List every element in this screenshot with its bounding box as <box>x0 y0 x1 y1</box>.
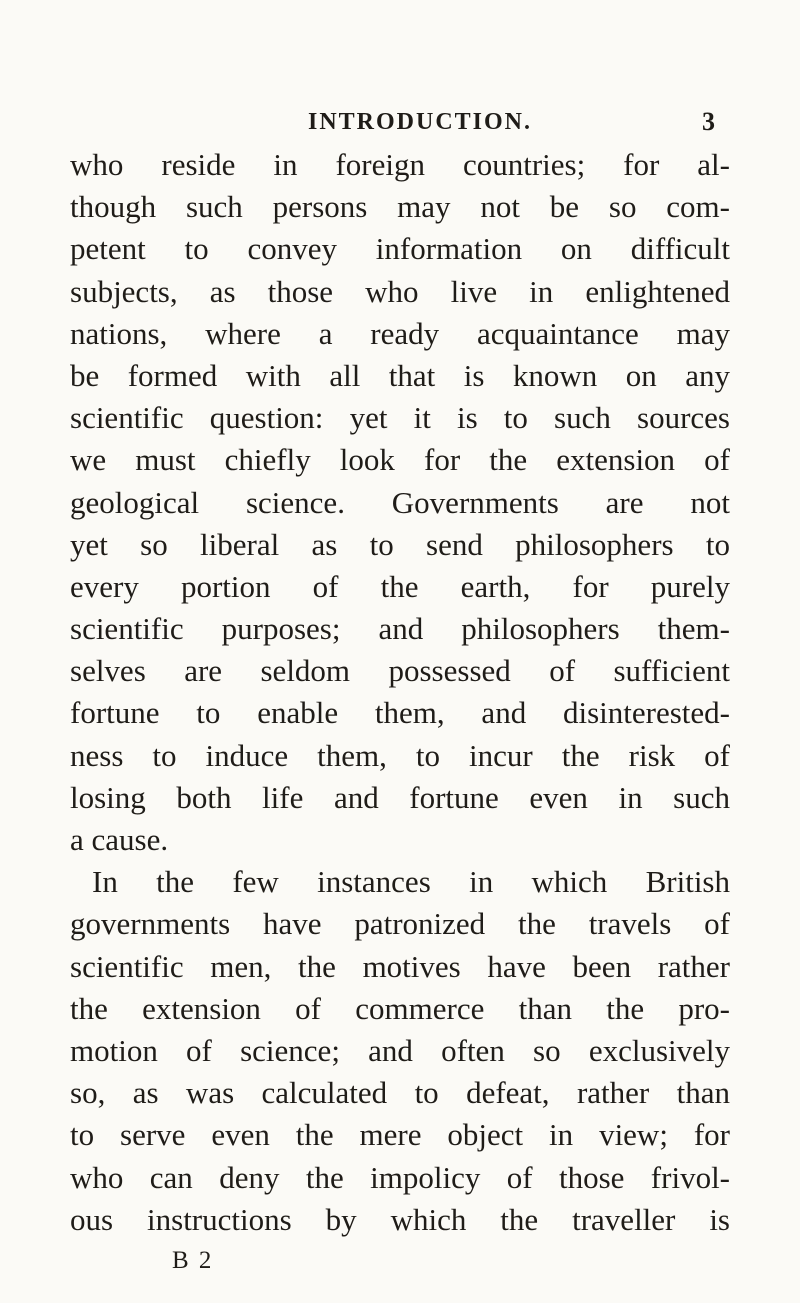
text-line: we must chiefly look for the extension of <box>70 442 730 478</box>
text-line: nations, where a ready acquaintance may <box>70 315 730 351</box>
text-line: a cause. <box>70 822 169 857</box>
text-line: be formed with all that is known on any <box>70 357 730 393</box>
text-line: ness to induce them, to incur the risk of <box>70 737 730 773</box>
text-line: scientific men, the motives have been rather <box>70 948 730 984</box>
text-line: scientific question: yet it is to such sources <box>70 400 730 436</box>
text-line: ous instructions by which the traveller is <box>70 1201 730 1237</box>
text-line: petent to convey information on difficult <box>70 231 730 267</box>
text-line: subjects, as those who live in enlightened <box>70 273 730 309</box>
text-line: fortune to enable them, and disinterested- <box>70 695 730 731</box>
running-head <box>0 100 800 140</box>
text-line: who reside in foreign countries; for al- <box>70 147 730 182</box>
page-number: 3 <box>702 107 715 136</box>
text-line: motion of science; and often so exclusively <box>70 1032 730 1068</box>
text-line: who can deny the impolicy of those frivol- <box>70 1159 730 1195</box>
text-line: though such persons may not be so com- <box>70 189 730 225</box>
text-line: In the few instances in which British <box>92 864 730 900</box>
text-line: scientific purposes; and philosophers them- <box>70 611 730 647</box>
text-line: selves are seldom possessed of sufficient <box>70 653 730 689</box>
text-line: yet so liberal as to send philosophers to <box>70 526 730 562</box>
running-title: INTRODUCTION. <box>307 109 533 135</box>
body-text <box>70 144 730 1241</box>
text-line: every portion of the earth, for purely <box>70 568 730 604</box>
text-line: the extension of commerce than the pro- <box>70 990 730 1026</box>
signature-mark: B 2 <box>172 1247 214 1274</box>
text-line: to serve even the mere object in view; for <box>70 1117 730 1153</box>
text-line: so, as was calculated to defeat, rather than <box>70 1075 730 1111</box>
text-line: geological science. Governments are not <box>70 484 730 520</box>
text-line: governments have patronized the travels of <box>70 906 730 942</box>
text-line: losing both life and fortune even in such <box>70 779 730 815</box>
